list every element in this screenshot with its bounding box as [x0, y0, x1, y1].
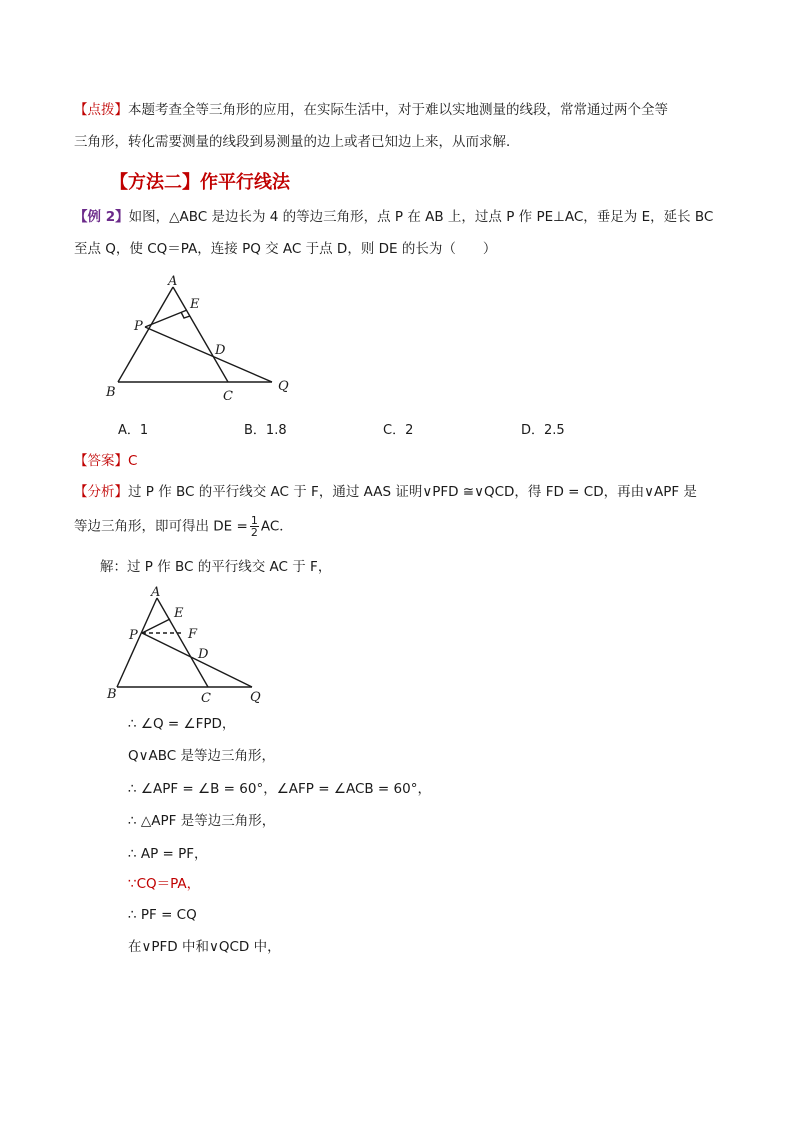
label-a: A	[151, 585, 161, 600]
label-q: Q	[278, 379, 289, 394]
line-pq	[145, 327, 272, 382]
analysis-text-2: 等边三角形，即可得出 DE =	[74, 518, 248, 535]
tip-line-1	[74, 100, 668, 120]
step-5: ∴ AP = PF，	[128, 846, 208, 862]
label-f: F	[188, 627, 198, 642]
tip-line-2: 三角形，转化需要测量的线段到易测量的边上或者已知边上来，从而求解．	[74, 134, 520, 150]
analysis-tag: 【分析】	[74, 484, 128, 500]
fraction-denominator: 2	[250, 526, 258, 539]
label-p: P	[129, 628, 138, 643]
label-p: P	[134, 319, 143, 334]
step-3: ∴ ∠APF = ∠B = 60°，∠AFP = ∠ACB = 60°，	[128, 781, 431, 797]
analysis-line-1	[74, 482, 697, 502]
option-c: C．2	[383, 423, 414, 438]
label-c: C	[201, 691, 211, 706]
step-7: ∴ PF = CQ	[128, 907, 197, 923]
label-c: C	[223, 389, 233, 404]
fraction-one-half	[250, 515, 259, 538]
answer-value: C	[128, 453, 138, 469]
figure-triangle-1	[100, 270, 300, 405]
figure-triangle-2	[100, 582, 270, 707]
example-line-1	[74, 207, 713, 227]
step-6: ∵CQ＝PA，	[128, 876, 201, 892]
label-e: E	[174, 606, 184, 621]
analysis-text-3: AC．	[260, 518, 293, 535]
option-d: D．2.5	[521, 423, 565, 438]
fraction-numerator: 1	[250, 514, 258, 527]
label-b: B	[107, 687, 117, 702]
step-8: 在∨PFD 中和∨QCD 中，	[128, 939, 281, 955]
solution-intro: 解：过 P 作 BC 的平行线交 AC 于 F，	[100, 559, 332, 575]
option-a: A．1	[118, 423, 149, 438]
example-text-1: 如图，△ABC 是边长为 4 的等边三角形，点 P 在 AB 上，过点 P 作 PE⊥AC，垂足为 E，延长 BC	[128, 209, 714, 225]
example-line-2: 至点 Q，使 CQ＝PA，连接 PQ 交 AC 于点 D，则 DE 的长为（ ）	[74, 241, 497, 257]
label-d: D	[198, 647, 209, 662]
step-1: ∴ ∠Q = ∠FPD，	[128, 716, 236, 732]
answer-tag: 【答案】	[74, 453, 128, 469]
label-q: Q	[250, 690, 261, 705]
label-d: D	[215, 343, 226, 358]
step-4: ∴ △APF 是等边三角形，	[128, 813, 276, 829]
analysis-line-2	[74, 515, 293, 538]
tip-text-1: 本题考查全等三角形的应用，在实际生活中，对于难以实地测量的线段，常常通过两个全等	[128, 102, 668, 118]
label-a: A	[168, 274, 178, 289]
tip-tag: 【点拨】	[74, 102, 128, 118]
method-heading: 【方法二】作平行线法	[110, 172, 290, 193]
answer-line	[74, 451, 137, 471]
side-ab	[118, 287, 173, 382]
analysis-text-1: 过 P 作 BC 的平行线交 AC 于 F，通过 AAS 证明∨PFD ≅∨QCD，得 FD = CD，再由∨APF 是	[128, 484, 697, 500]
side-ac	[173, 287, 228, 382]
example-tag: 【例 2】	[74, 209, 129, 225]
option-b: B．1.8	[244, 423, 287, 438]
label-e: E	[190, 297, 200, 312]
step-2: Q∨ABC 是等边三角形，	[128, 748, 275, 764]
label-b: B	[106, 385, 116, 400]
